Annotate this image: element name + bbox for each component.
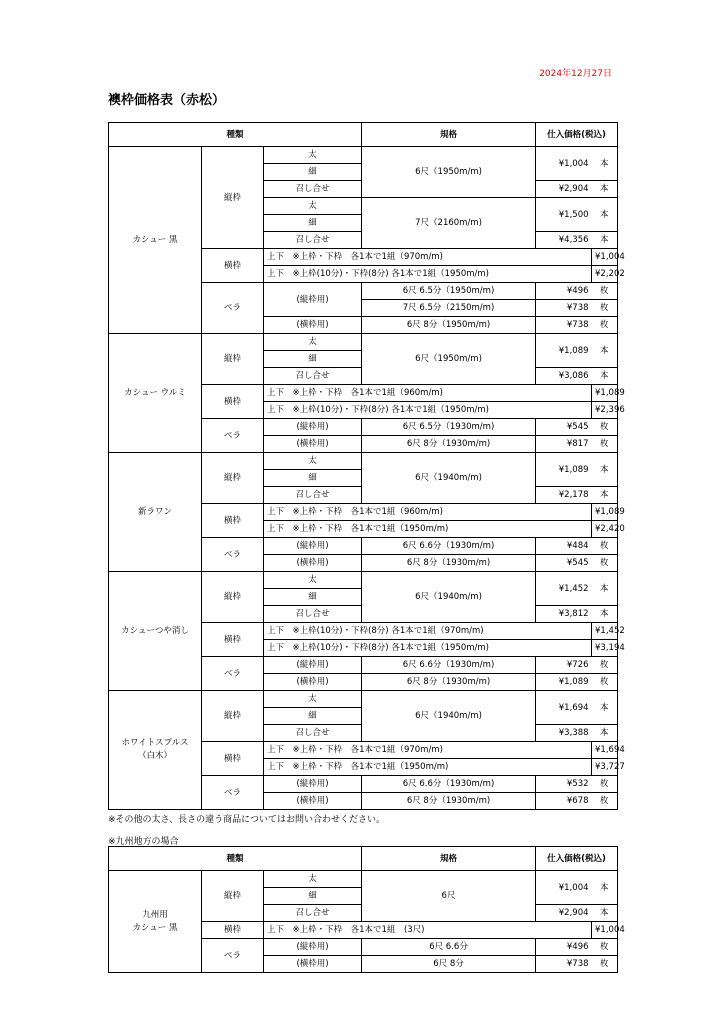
category-yoko: 横枠 bbox=[202, 249, 264, 283]
thickness-hoso: 細 bbox=[264, 215, 362, 232]
spec-length: 6尺（1950m/m) bbox=[362, 147, 536, 198]
category-bera: ベラ bbox=[202, 538, 264, 572]
price-value: ¥1,004 bbox=[592, 922, 618, 939]
thickness-meshi: 召し合せ bbox=[264, 905, 362, 922]
price-value: ¥1,089 bbox=[536, 334, 592, 368]
price-value: ¥1,089 bbox=[536, 453, 592, 487]
product-name: カシュー ウルミ bbox=[109, 334, 202, 453]
price-value: ¥2,396 bbox=[592, 402, 618, 419]
table-row bbox=[109, 453, 618, 470]
spec-bera: 6尺 8分（1930m/m) bbox=[362, 436, 536, 453]
bera-use: (横枠用) bbox=[264, 793, 362, 810]
thickness-futo: 太 bbox=[264, 691, 362, 708]
spec-bera: 6尺 8分（1930m/m) bbox=[362, 674, 536, 691]
thickness-hoso: 細 bbox=[264, 164, 362, 181]
price-unit: 本 bbox=[592, 147, 618, 181]
table-row bbox=[109, 691, 618, 708]
category-yoko: 横枠 bbox=[202, 504, 264, 538]
price-unit: 枚 bbox=[592, 776, 618, 793]
category-tate: 縦枠 bbox=[202, 453, 264, 504]
bera-use: (縦枠用) bbox=[264, 657, 362, 674]
document-date: 2024年12月27日 bbox=[539, 69, 612, 79]
price-value: ¥678 bbox=[536, 793, 592, 810]
price-value: ¥2,904 bbox=[536, 181, 592, 198]
spec-bera: 6尺 6.5分（1930m/m) bbox=[362, 419, 536, 436]
spec-yoko: 上下 ※上枠(10分)・下枠(8分) 各1本で1組（1950m/m) bbox=[264, 640, 592, 657]
bera-use: (縦枠用) bbox=[264, 776, 362, 793]
category-bera: ベラ bbox=[202, 283, 264, 334]
thickness-futo: 太 bbox=[264, 572, 362, 589]
price-value: ¥496 bbox=[536, 283, 592, 300]
price-unit: 枚 bbox=[592, 939, 618, 956]
spec-yoko: 上下 ※上枠(10分)・下枠(8分) 各1本で1組（1950m/m) bbox=[264, 266, 592, 283]
bera-use: (横枠用) bbox=[264, 956, 362, 973]
price-table-kyushu bbox=[108, 846, 625, 973]
spec-length: 6尺（1940m/m) bbox=[362, 453, 536, 504]
price-unit: 枚 bbox=[592, 538, 618, 555]
price-value: ¥738 bbox=[536, 300, 592, 317]
bera-use: (縦枠用) bbox=[264, 939, 362, 956]
spec-length: 6尺（1940m/m) bbox=[362, 691, 536, 742]
price-unit: 本 bbox=[592, 181, 618, 198]
spec-yoko: 上下 ※上枠・下枠 各1本で1組 (3尺) bbox=[264, 922, 592, 939]
spec-yoko: 上下 ※上枠・下枠 各1本で1組（960m/m) bbox=[264, 504, 592, 521]
thickness-meshi: 召し合せ bbox=[264, 725, 362, 742]
thickness-futo: 太 bbox=[264, 147, 362, 164]
spec-yoko: 上下 ※上枠(10分)・下枠(8分) 各1本で1組（970m/m) bbox=[264, 623, 592, 640]
price-unit: 本 bbox=[592, 725, 618, 742]
spec-length: 7尺（2160m/m) bbox=[362, 198, 536, 249]
bera-use: (縦枠用) bbox=[264, 283, 362, 317]
bera-use: (横枠用) bbox=[264, 555, 362, 572]
category-yoko: 横枠 bbox=[202, 623, 264, 657]
spec-bera: 6尺 8分 bbox=[362, 956, 536, 973]
price-value: ¥4,356 bbox=[536, 232, 592, 249]
header-spec: 規格 bbox=[362, 847, 536, 871]
document-title: 襖枠価格表（赤松） bbox=[108, 93, 226, 108]
spec-bera: 6尺 8分（1950m/m) bbox=[362, 317, 536, 334]
bera-use: (縦枠用) bbox=[264, 419, 362, 436]
price-value: ¥532 bbox=[536, 776, 592, 793]
thickness-hoso: 細 bbox=[264, 470, 362, 487]
price-unit: 枚 bbox=[592, 300, 618, 317]
price-unit: 本 bbox=[592, 232, 618, 249]
price-unit: 本 bbox=[592, 905, 618, 922]
price-value: ¥1,089 bbox=[592, 504, 618, 521]
price-unit: 本 bbox=[592, 198, 618, 232]
price-value: ¥3,086 bbox=[536, 368, 592, 385]
price-value: ¥3,812 bbox=[536, 606, 592, 623]
note-kyushu: ※九州地方の場合 bbox=[108, 837, 179, 847]
thickness-hoso: 細 bbox=[264, 708, 362, 725]
price-value: ¥545 bbox=[536, 419, 592, 436]
thickness-hoso: 細 bbox=[264, 888, 362, 905]
category-yoko: 横枠 bbox=[202, 742, 264, 776]
price-unit: 枚 bbox=[592, 419, 618, 436]
category-bera: ベラ bbox=[202, 419, 264, 453]
price-unit: 本 bbox=[592, 871, 618, 905]
price-unit: 枚 bbox=[592, 674, 618, 691]
price-value: ¥484 bbox=[536, 538, 592, 555]
thickness-hoso: 細 bbox=[264, 589, 362, 606]
price-value: ¥1,694 bbox=[592, 742, 618, 759]
price-unit: 枚 bbox=[592, 555, 618, 572]
spec-bera: 6尺 6.6分 bbox=[362, 939, 536, 956]
category-bera: ベラ bbox=[202, 657, 264, 691]
category-yoko: 横枠 bbox=[202, 922, 264, 939]
price-value: ¥3,388 bbox=[536, 725, 592, 742]
category-bera: ベラ bbox=[202, 939, 264, 973]
table-row bbox=[109, 572, 618, 589]
table-row bbox=[109, 334, 618, 351]
spec-bera: 6尺 8分（1930m/m) bbox=[362, 793, 536, 810]
price-value: ¥1,452 bbox=[592, 623, 618, 640]
category-tate: 縦枠 bbox=[202, 691, 264, 742]
price-value: ¥3,727 bbox=[592, 759, 618, 776]
category-tate: 縦枠 bbox=[202, 871, 264, 922]
price-unit: 本 bbox=[592, 334, 618, 368]
spec-yoko: 上下 ※上枠・下枠 各1本で1組（1950m/m) bbox=[264, 521, 592, 538]
table-row bbox=[109, 147, 618, 164]
price-value: ¥1,004 bbox=[536, 147, 592, 181]
price-unit: 本 bbox=[592, 368, 618, 385]
thickness-futo: 太 bbox=[264, 334, 362, 351]
price-value: ¥545 bbox=[536, 555, 592, 572]
header-price: 仕入価格(税込) bbox=[536, 123, 618, 147]
price-value: ¥1,089 bbox=[592, 385, 618, 402]
price-unit: 本 bbox=[592, 691, 618, 725]
thickness-hoso: 細 bbox=[264, 351, 362, 368]
price-value: ¥496 bbox=[536, 939, 592, 956]
price-value: ¥738 bbox=[536, 956, 592, 973]
header-kind: 種類 bbox=[109, 847, 362, 871]
product-name: 九州用 カシュー 黒 bbox=[109, 871, 202, 973]
table-row bbox=[109, 871, 618, 888]
price-value: ¥1,694 bbox=[536, 691, 592, 725]
price-table-main bbox=[108, 122, 625, 810]
spec-bera: 6尺 6.6分（1930m/m) bbox=[362, 538, 536, 555]
price-value: ¥817 bbox=[536, 436, 592, 453]
spec-length: 6尺（1950m/m) bbox=[362, 334, 536, 385]
price-unit: 枚 bbox=[592, 793, 618, 810]
price-unit: 本 bbox=[592, 606, 618, 623]
price-value: ¥2,420 bbox=[592, 521, 618, 538]
thickness-meshi: 召し合せ bbox=[264, 181, 362, 198]
price-value: ¥1,452 bbox=[536, 572, 592, 606]
spec-bera: 7尺 6.5分（2150m/m) bbox=[362, 300, 536, 317]
spec-yoko: 上下 ※上枠(10分)・下枠(8分) 各1本で1組（1950m/m) bbox=[264, 402, 592, 419]
thickness-meshi: 召し合せ bbox=[264, 487, 362, 504]
header-price: 仕入価格(税込) bbox=[536, 847, 618, 871]
spec-length: 6尺 bbox=[362, 871, 536, 922]
bera-use: (横枠用) bbox=[264, 436, 362, 453]
header-spec: 規格 bbox=[362, 123, 536, 147]
price-value: ¥1,500 bbox=[536, 198, 592, 232]
thickness-meshi: 召し合せ bbox=[264, 606, 362, 623]
price-unit: 枚 bbox=[592, 436, 618, 453]
price-value: ¥2,202 bbox=[592, 266, 618, 283]
price-unit: 枚 bbox=[592, 956, 618, 973]
spec-bera: 6尺 8分（1930m/m) bbox=[362, 555, 536, 572]
note-other-products: ※その他の太さ、長さの違う商品についてはお問い合わせください。 bbox=[108, 815, 386, 825]
spec-yoko: 上下 ※上枠・下枠 各1本で1組（970m/m) bbox=[264, 742, 592, 759]
spec-bera: 6尺 6.6分（1930m/m) bbox=[362, 776, 536, 793]
header-row bbox=[109, 123, 618, 147]
bera-use: (縦枠用) bbox=[264, 538, 362, 555]
spec-yoko: 上下 ※上枠・下枠 各1本で1組（970m/m) bbox=[264, 249, 592, 266]
thickness-futo: 太 bbox=[264, 453, 362, 470]
category-yoko: 横枠 bbox=[202, 385, 264, 419]
thickness-futo: 太 bbox=[264, 871, 362, 888]
price-value: ¥726 bbox=[536, 657, 592, 674]
header-kind: 種類 bbox=[109, 123, 362, 147]
price-unit: 枚 bbox=[592, 657, 618, 674]
spec-bera: 6尺 6.5分（1950m/m) bbox=[362, 283, 536, 300]
category-tate: 縦枠 bbox=[202, 334, 264, 385]
price-unit: 本 bbox=[592, 572, 618, 606]
product-name: 新ラワン bbox=[109, 453, 202, 572]
bera-use: (横枠用) bbox=[264, 674, 362, 691]
spec-length: 6尺（1940m/m) bbox=[362, 572, 536, 623]
price-value: ¥1,004 bbox=[592, 249, 618, 266]
price-value: ¥3,194 bbox=[592, 640, 618, 657]
bera-use: (横枠用) bbox=[264, 317, 362, 334]
product-name: カシューつや消し bbox=[109, 572, 202, 691]
spec-yoko: 上下 ※上枠・下枠 各1本で1組（960m/m) bbox=[264, 385, 592, 402]
spec-yoko: 上下 ※上枠・下枠 各1本で1組（1950m/m) bbox=[264, 759, 592, 776]
product-name: カシュー 黒 bbox=[109, 147, 202, 334]
thickness-meshi: 召し合せ bbox=[264, 232, 362, 249]
price-value: ¥2,178 bbox=[536, 487, 592, 504]
price-unit: 枚 bbox=[592, 283, 618, 300]
category-tate: 縦枠 bbox=[202, 572, 264, 623]
header-row bbox=[109, 847, 618, 871]
spec-bera: 6尺 6.6分（1930m/m) bbox=[362, 657, 536, 674]
category-bera: ベラ bbox=[202, 776, 264, 810]
price-value: ¥738 bbox=[536, 317, 592, 334]
price-value: ¥1,004 bbox=[536, 871, 592, 905]
price-value: ¥2,904 bbox=[536, 905, 592, 922]
thickness-futo: 太 bbox=[264, 198, 362, 215]
price-unit: 本 bbox=[592, 453, 618, 487]
price-unit: 本 bbox=[592, 487, 618, 504]
price-value: ¥1,089 bbox=[536, 674, 592, 691]
price-unit: 枚 bbox=[592, 317, 618, 334]
product-name: ホワイトスプルス （白木） bbox=[109, 691, 202, 810]
thickness-meshi: 召し合せ bbox=[264, 368, 362, 385]
category-tate: 縦枠 bbox=[202, 147, 264, 249]
